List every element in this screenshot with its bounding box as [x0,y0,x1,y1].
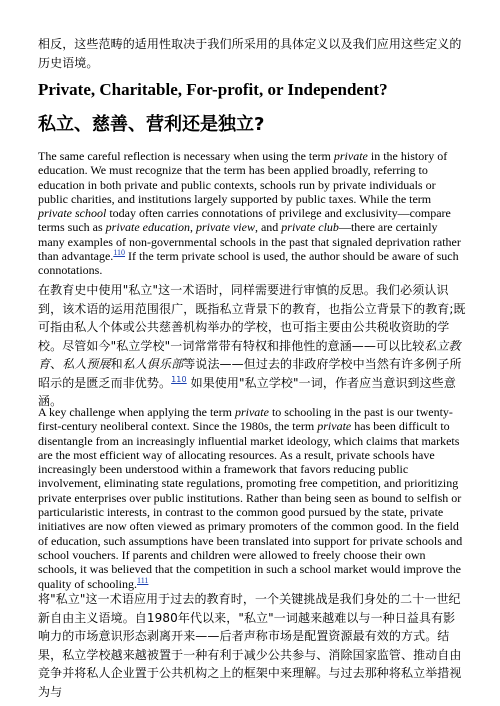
footnote-110-link[interactable]: 110 [113,248,126,258]
paragraph-2-en: A key challenge when applying the term private to schooling in the past is our twenty-first-century neoliberal context. Since the 1980s, the term private has been difficult to disentangle from an increasingly influential market ideology, which claims that markets are the most efficient way of allocating resources. As a result, private schools have increasingly been understood within a framework that favors reducing public involvement, eliminating state regulations, promoting free competition, and prioritizing private enterprises over public institutions. Rather than being seen as bound to selfish or particularistic interests, in contrast to the common good pursued by the state, private initiatives are now often viewed as primary promoters of the common good. In the field of education, such assumptions have been translated into support for private schools and school vouchers. If parents and children were allowed to freely choose their own schools, it was believed that the competition in such a school market would improve the quality of schooling.$^{111}$ [38,405,463,591]
intro-paragraph-zh: 相反，这些范畴的适用性取决于我们所采用的具体定义以及我们应用这些定义的历史语境。 [38,37,462,70]
footnote-110-link-zh[interactable]: 110 [171,374,187,384]
footnote-111-link[interactable]: 111 [137,575,149,585]
section-heading-zh: 私立、慈善、营利还是独立? [38,114,265,135]
paragraph-1-en: The same careful reflection is necessary when using the term private in the history of education. We must recognize that the term has been applied broadly, referring to education in both private and public contexts, schools run by private individuals or public charities, and institutions largely supported by public taxes. While the term private school today often carries connotations of privilege and exclusivity—compare terms such as private education, private view, and private club—there are certainly many examples of non-governmental schools in the past that signaled deprivation rather than advantage.$^{110}$ If the term private school is used, the author should be aware of such connotations. [38,149,461,278]
section-heading-en: Private, Charitable, For-profit, or Independent? [38,80,388,99]
paragraph-1-zh: 在教育史中使用"私立"这一术语时，同样需要进行审慎的反思。我们必须认识到，该术语的运用范围很广，既指私立背景下的教育，也指公立背景下的教育;既可指由私人个体或公共慈善机构举办的学校，也可指主要由公共税收资助的学校。尽管如今"私立学校"一词常常带有特权和排他性的意涵——可以比较私立教育、私人预展和私人俱乐部等说法——但过去的非政府学校中当然有许多例子所昭示的是匮乏而非优势。$^{110}$ 如果使用"私立学校"一词，作者应当意识到这些意涵。 [38,283,466,408]
paragraph-2-zh: 将"私立"这一术语应用于过去的教育时，一个关键挑战是我们身处的二十一世纪新自由主义语境。自1980年代以来，"私立"一词越来越难以与一种日益具有影响力的市场意识形态剥离开来——后者声称市场是配置资源最有效的方式。结果，私立学校越来越被置于一种有利于减少公共参与、消除国家监管、推动自由竞争并将私人企业置于公共机构之上的框架中来理解。与过去那种将私立举措视为与 [38,592,462,699]
